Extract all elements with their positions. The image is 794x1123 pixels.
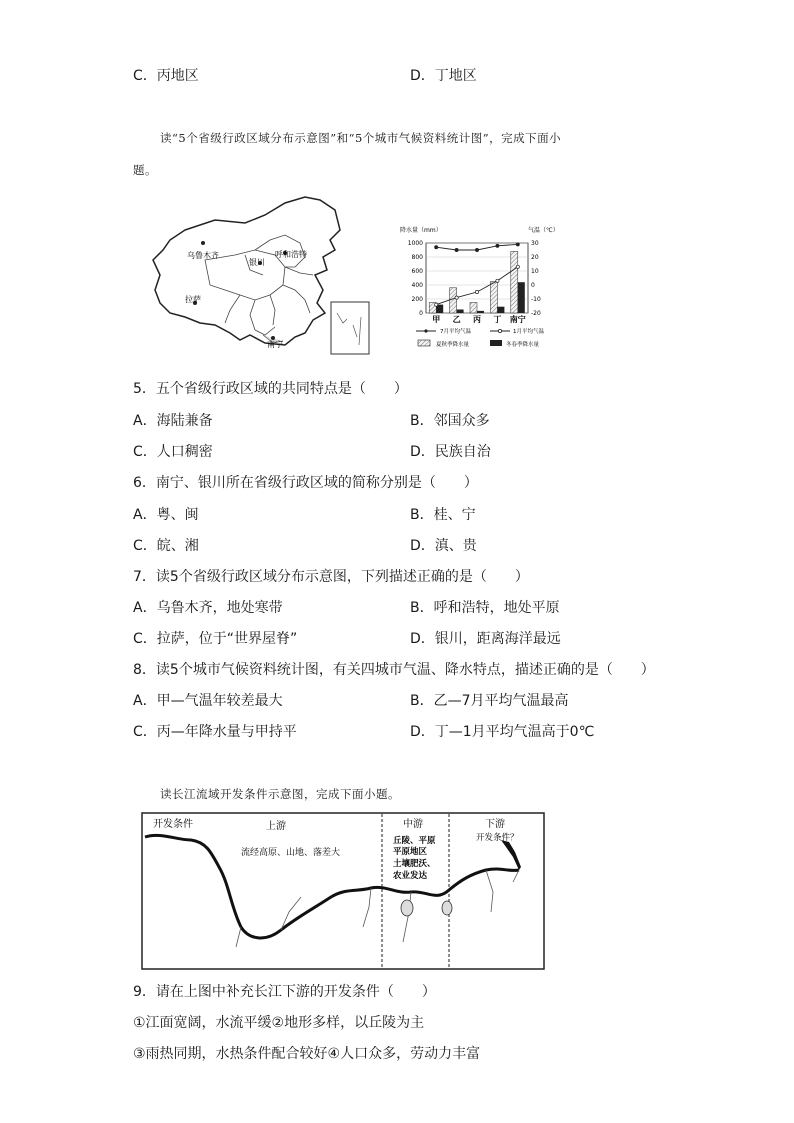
point-jul (496, 244, 499, 247)
map-label-yinchuan: 银川 (249, 258, 265, 267)
q5-stem: 5．五个省级行政区域的共同特点是（ ） (133, 381, 408, 397)
q8-option-d: D．丁—1月平均气温高于0℃ (410, 724, 595, 740)
point-jul (455, 248, 458, 251)
upper-desc: 流经高原、山地、落差大 (241, 848, 341, 858)
legend-winter: 冬春季降水量 (506, 342, 540, 348)
option-d: D．丁地区 (410, 68, 477, 84)
q8-option-c: C．丙—年降水量与甲持平 (133, 724, 297, 740)
lower-desc: 开发条件？ (476, 833, 519, 843)
intro-text-2: 读长江流域开发条件示意图，完成下面小题。 (160, 787, 400, 801)
point-jul (516, 243, 519, 246)
right-tick: -20 (531, 310, 541, 317)
bar-summer (450, 288, 457, 313)
q7-stem: 7．读5个省级行政区域分布示意图，下列描述正确的是（ ） (133, 569, 529, 585)
bar-summer (490, 282, 497, 314)
left-tick: 1000 (407, 240, 423, 247)
right-axis-label: 气温（℃） (528, 227, 559, 234)
upper-label: 上游 (266, 821, 286, 832)
river-header: 开发条件 (153, 819, 193, 830)
left-tick: 0 (419, 310, 423, 317)
q7-option-d: D．银川，距离海洋最远 (410, 631, 561, 647)
bar-winter (477, 311, 484, 313)
right-tick: 0 (531, 282, 535, 289)
right-tick: -10 (531, 296, 541, 303)
left-tick: 200 (411, 296, 423, 303)
map-label-lhasa: 拉萨 (185, 295, 201, 304)
map-label-nanning: 南宁 (267, 340, 283, 349)
category-label: 丙 (473, 315, 481, 324)
map-label-hohhot: 呼和浩特 (275, 250, 307, 259)
bar-summer (511, 251, 518, 313)
climate-chart (378, 218, 568, 353)
middle-desc-3: 土壤肥沃、 (393, 859, 436, 869)
q8-option-b: B．乙—7月平均气温最高 (410, 693, 569, 709)
q7-option-c: C．拉萨，位于“世界屋脊” (133, 631, 298, 647)
intro-text-1b: 题。 (133, 163, 157, 177)
lower-label: 下游 (485, 819, 505, 830)
option-c: C．丙地区 (133, 68, 199, 84)
right-tick: 30 (531, 240, 539, 247)
category-label: 乙 (452, 315, 461, 324)
left-tick: 600 (411, 268, 423, 275)
q5-option-d: D．民族自治 (410, 444, 491, 460)
bar-winter (518, 282, 525, 313)
middle-desc-4: 农业发达 (393, 871, 428, 881)
q6-option-b: B．桂、宁 (410, 507, 476, 523)
point-jul (435, 246, 438, 249)
bar-winter (457, 310, 464, 314)
point-jan (496, 279, 499, 282)
category-label: 丁 (493, 315, 502, 324)
q5-option-c: C．人口稠密 (133, 444, 213, 460)
right-tick: 20 (531, 254, 539, 261)
q5-option-b: B．邻国众多 (410, 413, 490, 429)
q8-option-a: A．甲—气温年较差最大 (133, 693, 283, 709)
q5-option-a: A．海陆兼备 (133, 413, 213, 429)
point-jan (455, 296, 458, 299)
q9-line-2: ③雨热同期，水热条件配合较好④人口众多，劳动力丰富 (133, 1046, 481, 1062)
point-jan (516, 265, 519, 268)
province-map (145, 195, 375, 360)
q6-option-d: D．滇、贵 (410, 538, 477, 554)
point-jul (475, 248, 478, 251)
q6-option-a: A．粤、闽 (133, 507, 199, 523)
left-axis-label: 降水量（mm） (400, 227, 442, 234)
point-jan (435, 303, 438, 306)
q9-line-1: ①江面宽阔，水流平缓②地形多样，以丘陵为主 (133, 1015, 425, 1031)
q7-option-b: B．呼和浩特，地处平原 (410, 600, 560, 616)
middle-desc-1: 丘陵、平原 (393, 836, 436, 846)
left-tick: 800 (411, 254, 423, 261)
q9-stem: 9．请在上图中补充长江下游的开发条件（ ） (133, 984, 436, 1000)
point-jan (475, 290, 478, 293)
bar-summer (470, 303, 477, 314)
legend-jul: 7月平均气温 (440, 329, 471, 335)
map-label-urumqi: 乌鲁木齐 (187, 251, 219, 260)
middle-label: 中游 (403, 819, 423, 830)
bar-winter (497, 307, 504, 313)
q6-option-c: C．皖、湘 (133, 538, 199, 554)
legend-jan: 1月平均气温 (513, 329, 544, 335)
category-label: 南宁 (509, 315, 526, 324)
legend-summer: 夏秋季降水量 (436, 342, 470, 348)
left-tick: 400 (411, 282, 423, 289)
right-tick: 10 (531, 268, 539, 275)
yangtze-diagram (141, 812, 545, 970)
intro-text-1: 读“5个省级行政区域分布示意图”和“5个城市气候资料统计图”，完成下面小 (160, 131, 562, 145)
q7-option-a: A．乌鲁木齐，地处寒带 (133, 600, 283, 616)
q6-stem: 6．南宁、银川所在省级行政区域的简称分别是（ ） (133, 475, 478, 491)
middle-desc-2: 平原地区 (393, 847, 428, 857)
category-label: 甲 (432, 315, 441, 324)
q8-stem: 8．读5个城市气候资料统计图，有关四城市气温、降水特点，描述正确的是（ ） (133, 662, 655, 678)
